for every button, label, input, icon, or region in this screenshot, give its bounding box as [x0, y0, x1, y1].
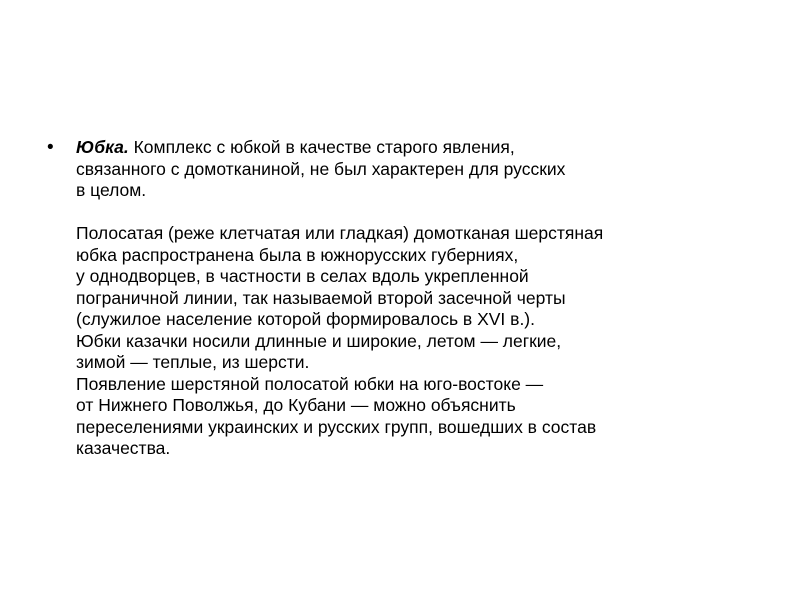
body-line-6: Юбки казачки носили длинные и широкие, летом — легкие,: [76, 330, 562, 351]
body-line-10: переселениями украинских и русских групп, вошедших в состав: [76, 416, 597, 437]
body-line-9: от Нижнего Поволжья, до Кубани — можно объяснить: [76, 395, 516, 415]
intro-line-2: связанного с домотканиной, не был характерен для русских: [76, 158, 566, 179]
intro-line-3: в целом.: [76, 180, 147, 200]
body-line-1: Полосатая (реже клетчатая или гладкая) домотканая шерстяная: [76, 223, 604, 243]
bullet-marker: •: [47, 137, 54, 158]
body-line-11: казачества.: [76, 438, 171, 458]
body-line-3: у однодворцев, в частности в селах вдоль укрепленной: [76, 266, 529, 286]
bullet-text: [76, 137, 767, 460]
slide-content: [47, 137, 767, 460]
body-line-4: пограничной линии, так называемой второй засечной черты: [76, 287, 566, 308]
bullet-item: [47, 137, 767, 460]
body-line-2: юбка распространена была в южнорусских губерниях,: [76, 244, 519, 265]
paragraph-gap: [76, 202, 767, 224]
intro-line-1-text: Комплекс с юбкой в качестве старого явления,: [128, 137, 515, 157]
body-line-7: зимой — теплые, из шерсти.: [76, 352, 310, 372]
body-line-5: (служилое население которой формировалось в XVI в.).: [76, 309, 535, 329]
intro-line-1: [76, 137, 767, 159]
term-heading: Юбка.: [76, 137, 129, 157]
body-line-8: Появление шерстяной полосатой юбки на юго-востоке —: [76, 373, 544, 394]
